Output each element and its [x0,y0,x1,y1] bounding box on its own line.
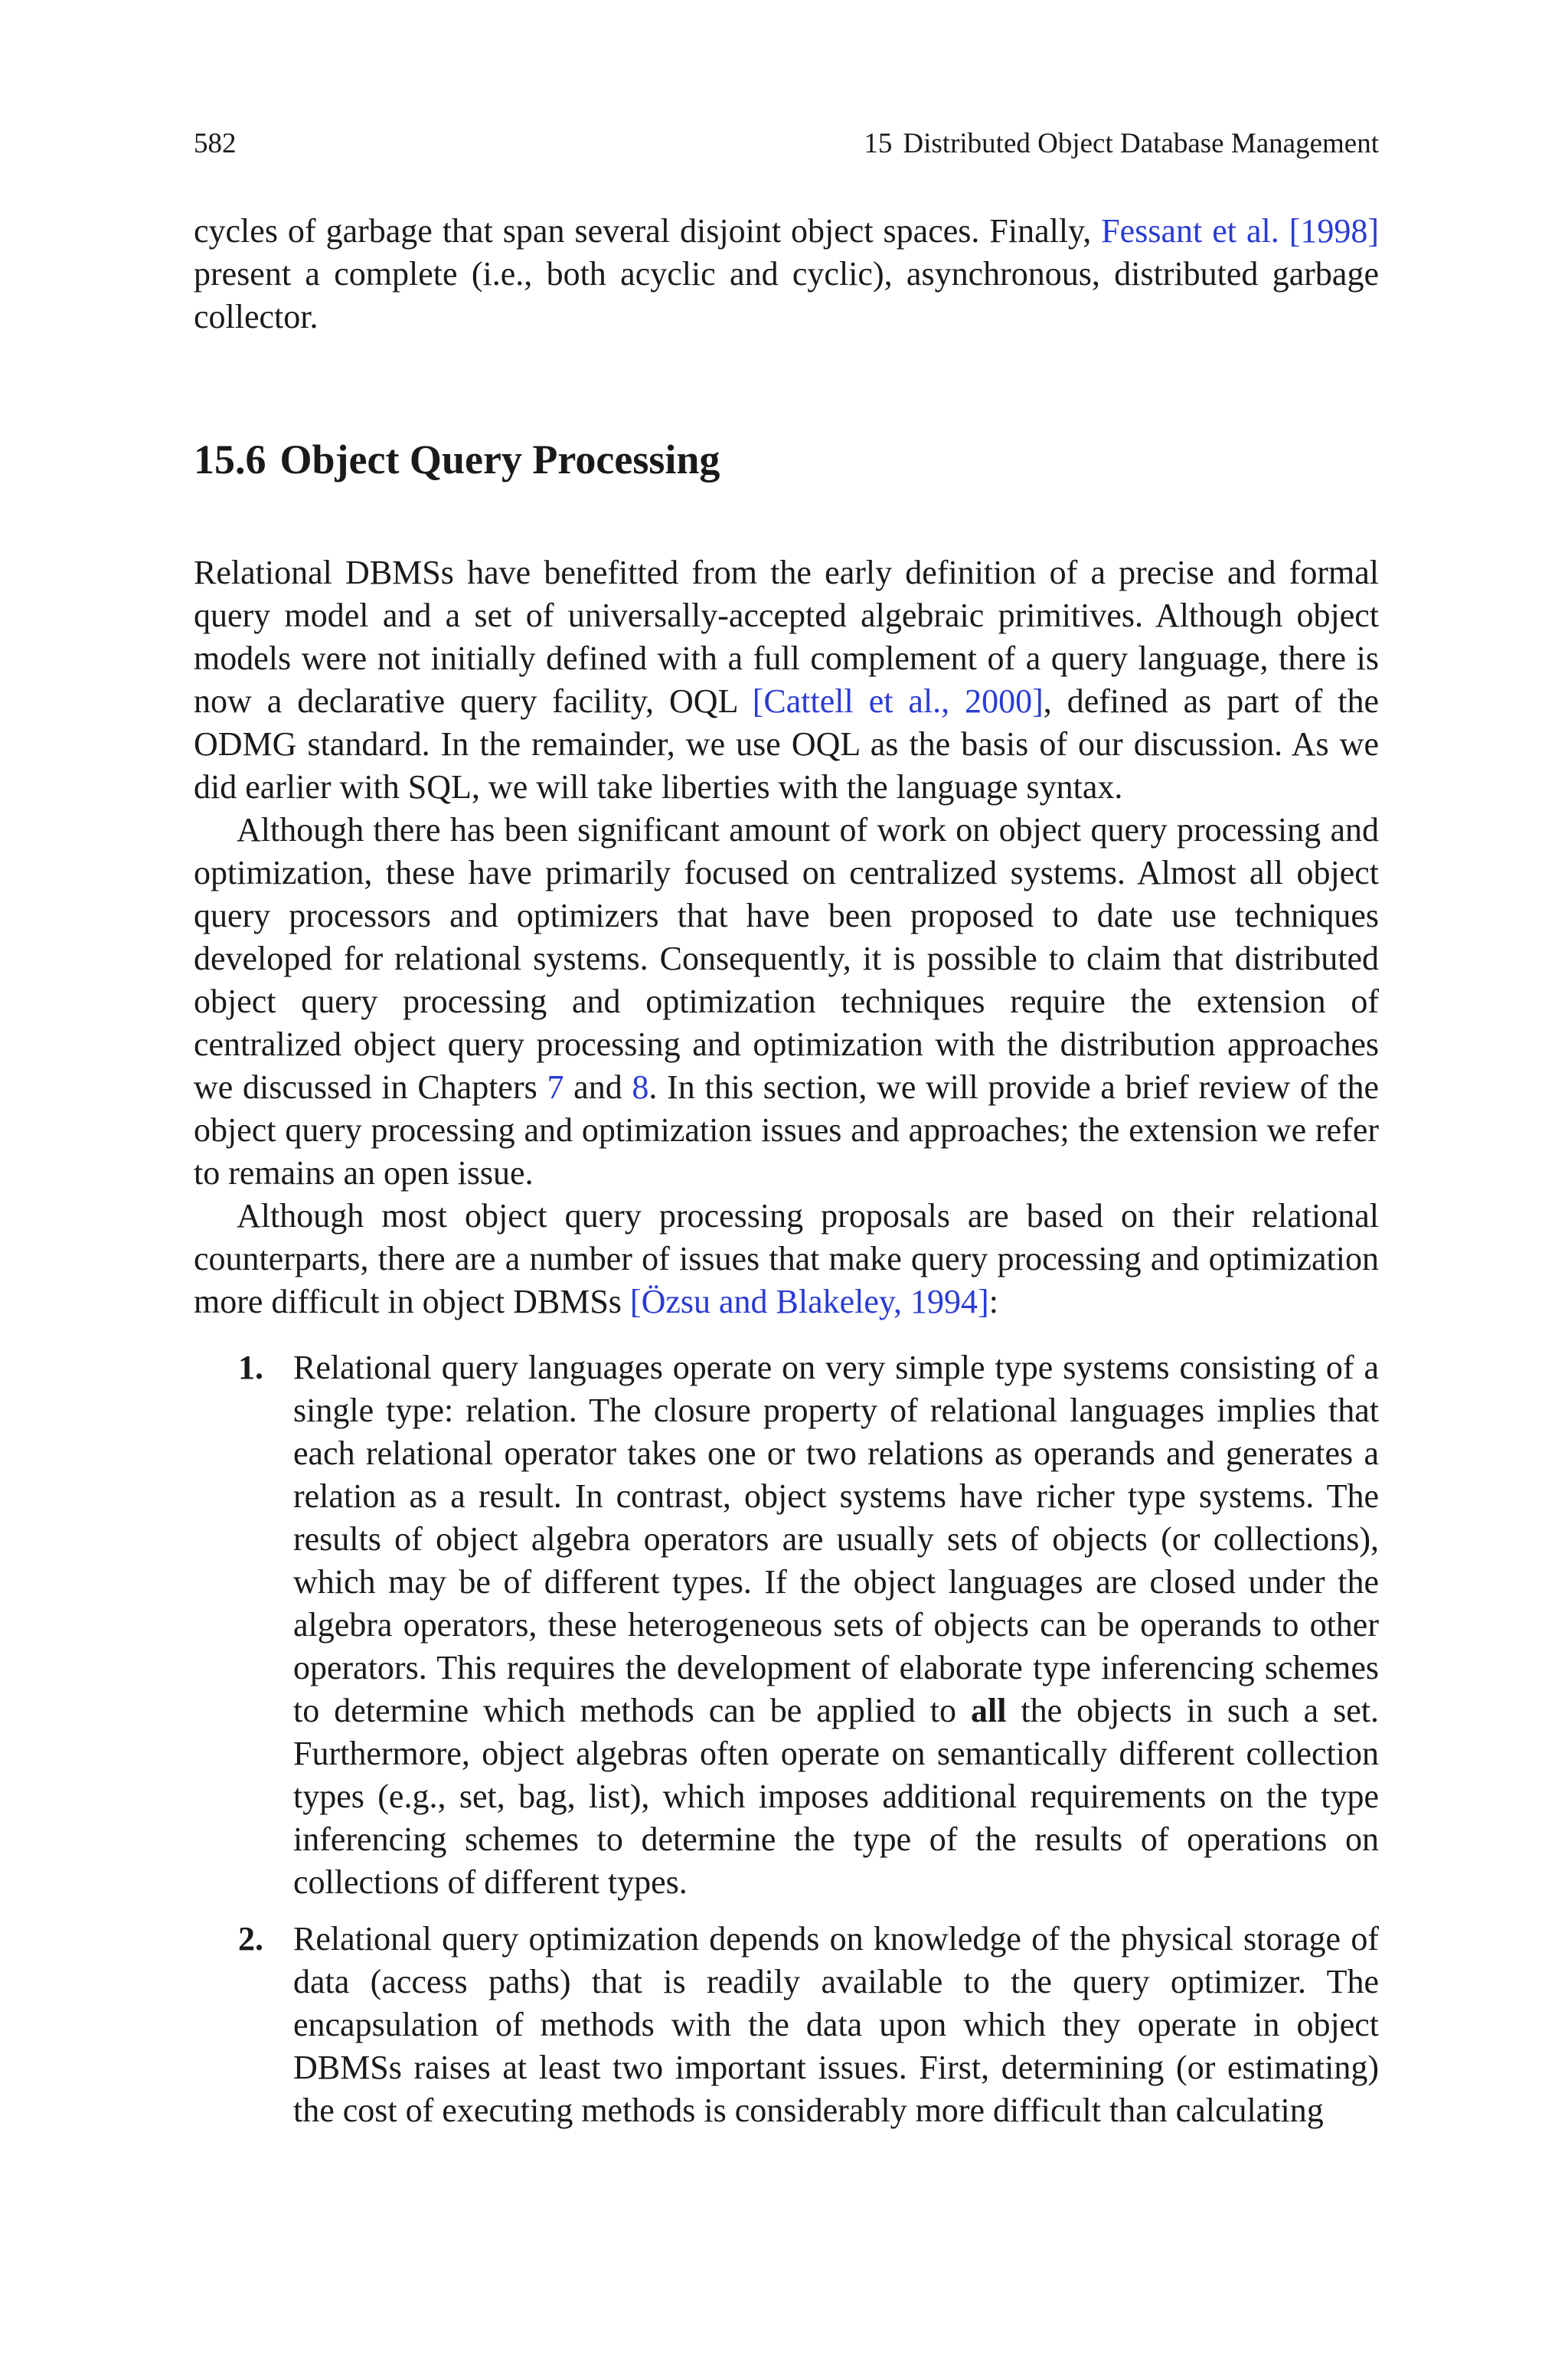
paragraph-1-text-a: Relational DBMSs have benefitted from the early definition of a precise and formal query model and a set of universally-accepted algebraic primitives. Although object models were not initially defined with a full complement of a query language, there is now a declarative query facility, OQL [194,554,1379,720]
list-item-number: 1. [238,1349,263,1386]
running-title [864,124,1379,164]
paragraph-1 [194,551,1379,809]
list-item [194,1918,1379,2132]
paragraph-2-text-b: . In this section, we will provide a brief review of the object query processing and optimization issues and approaches; the extension we refer to remains an open issue. [194,1068,1379,1192]
section-title: Object Query Processing [279,437,720,482]
paragraph-1-text-b: , defined as part of the ODMG standard. In the remainder, we use OQL as the basis of our discussion. As we did earlier with SQL, we will take liberties with the language syntax. [194,682,1379,806]
issues-list [194,1346,1379,2132]
list-item-text-a: Relational query languages operate on very simple type systems consisting of a single type: relation. The closure property of relational languages implies that each relational operator takes one or two relations as operands and generates a relation as a result. In contrast, object systems have richer type systems. The results of object algebra operators are usually sets of objects (or collections), which may be of different types. If the object languages are closed under the algebra operators, these heterogeneous sets of objects can be operands to other operators. This requires the development of elaborate type inferencing schemes to determine which methods can be applied to [293,1349,1379,1729]
section-body [194,551,1379,2132]
paragraph-2 [194,809,1379,1195]
paragraph-2-text-a: Although there has been significant amount of work on object query processing and optimization, these have primarily focused on centralized systems. Almost all object query processors and optimizers that have been proposed to date use techniques developed for relational systems. Consequently, it is possible to claim that distributed object query processing and optimization techniques require the extension of centralized object query processing and optimization with the distribution approaches we discussed in Chapters [194,811,1379,1106]
page-number: 582 [194,128,237,159]
citation-fessant-1998[interactable]: Fessant et al. [1998] [1101,212,1380,250]
chapter-ref-8[interactable]: 8 [632,1068,649,1106]
paragraph-3-text-a: Although most object query processing proposals are based on their relational counterparts, there are a number of issues that make query processing and optimization more difficult in object DBMSs [194,1197,1379,1320]
list-item-text-a: Relational query optimization depends on knowledge of the physical storage of data (access paths) that is readily available to the query optimizer. The encapsulation of methods with the data upon which they operate in object DBMSs raises at least two important issues. First, determining (or estimating) the cost of executing methods is considerably more difficult than calculating [293,1920,1379,2129]
intro-text-before: cycles of garbage that span several disjoint object spaces. Finally, [194,212,1102,250]
paragraph-3-text-b: : [988,1283,998,1320]
chapter-ref-7[interactable]: 7 [547,1068,564,1106]
citation-cattell-2000[interactable]: [Cattell et al., 2000] [752,682,1044,720]
chapter-title: Distributed Object Database Management [903,128,1379,159]
page [194,123,1379,2146]
intro-text-after: present a complete (i.e., both acyclic and cyclic), asynchronous, distributed garbage collector. [194,255,1379,335]
list-item-number: 2. [238,1920,263,1958]
list-item-text-b: the objects in such a set. Furthermore, object algebras often operate on semantically different collection types (e.g., set, bag, list), which imposes additional requirements on the type inferencing schemes to determine the type of the results of operations on collections of different types. [293,1692,1379,1901]
list-item [194,1346,1379,1904]
section-heading [194,435,1379,484]
intro-paragraph [194,210,1379,339]
list-item-emphasis: all [970,1692,1007,1729]
paragraph-2-text-mid: and [564,1068,632,1106]
citation-ozsu-blakeley-1994[interactable]: [Özsu and Blakeley, 1994] [629,1283,989,1320]
paragraph-3 [194,1195,1379,1323]
chapter-number: 15 [864,128,893,159]
running-header [194,124,1379,164]
section-number: 15.6 [194,437,266,482]
